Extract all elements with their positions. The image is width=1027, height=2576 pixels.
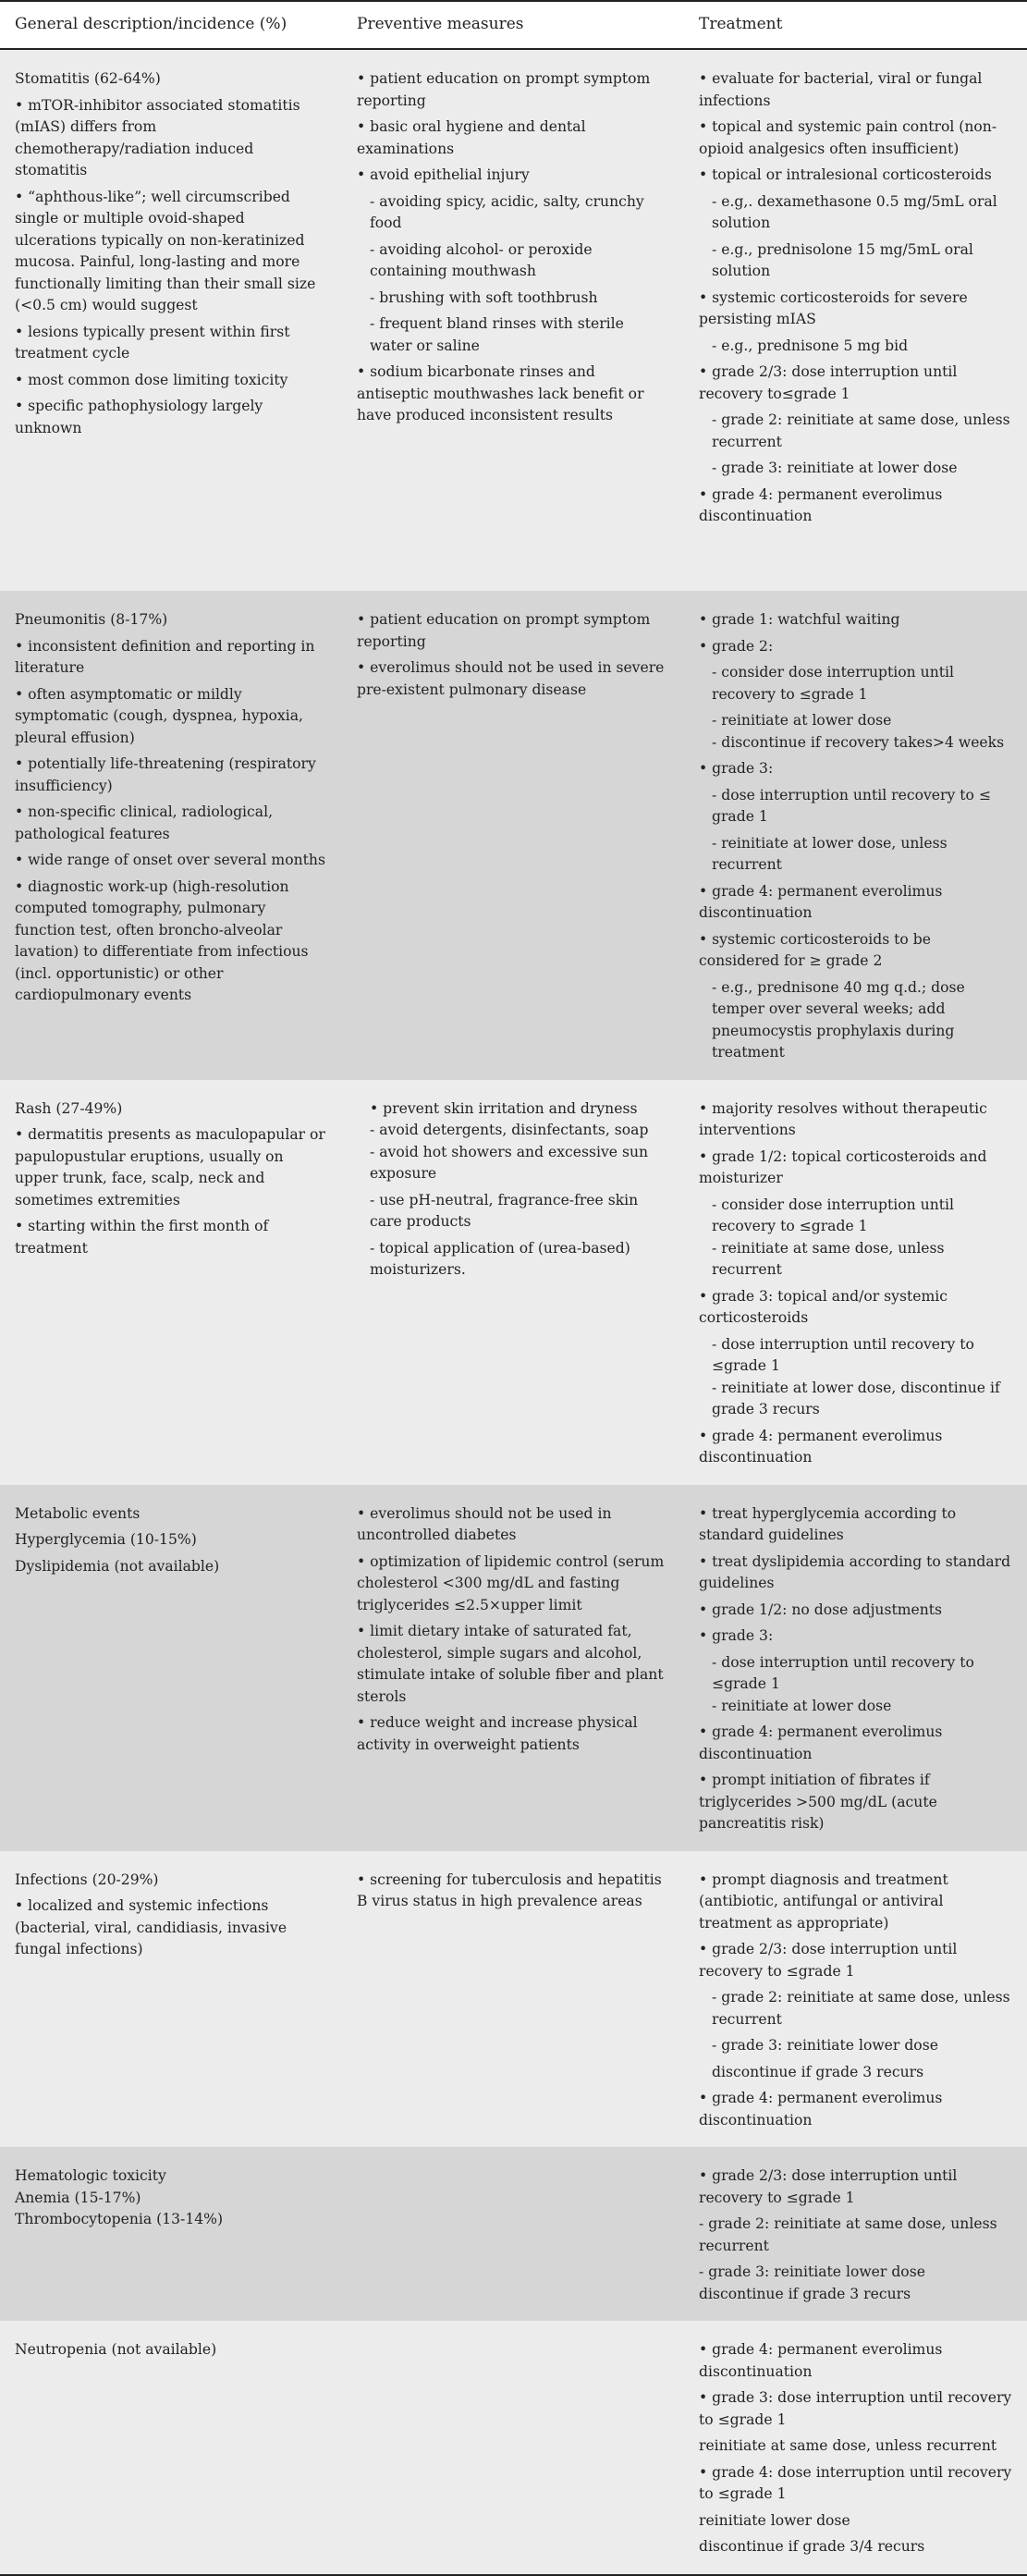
cell-line: - grade 3: reinitiate at lower dose — [712, 460, 958, 476]
pneumonitis-treatment-cell — [684, 591, 1027, 1080]
metabolic-title: Metabolic events — [15, 1504, 141, 1522]
cell-line: • limit dietary intake of saturated fat, cholesterol, simple sugars and alcohol, stimulate intake of soluble fiber and plant sterols — [357, 1623, 664, 1705]
cell-line: - reinitiate at lower dose, discontinue if grade 3 recurs — [712, 1379, 1000, 1417]
cell-line: - reinitiate at lower dose — [712, 712, 892, 729]
cell-line: • treat dyslipidemia according to standard guidelines — [699, 1552, 1011, 1591]
cell-line: • grade 2/3: dose interruption until recovery to ≤grade 1 — [699, 2167, 958, 2206]
cell-line: reinitiate lower dose — [699, 2511, 850, 2529]
cell-line: - reinitiate at same dose, unless recurrent — [712, 1239, 945, 1278]
cell-line: • patient education on prompt symptom reporting — [357, 70, 651, 109]
header-description: General description/incidence (%) — [0, 1, 342, 49]
cell-line: • systemic corticosteroids to be considered for ≥ grade 2 — [699, 930, 931, 969]
cell-line: - consider dose interruption until recovery to ≤grade 1 — [712, 664, 954, 703]
cell-line: - avoiding spicy, acidic, salty, crunchy food — [370, 192, 644, 231]
cell-line: Thrombocytopenia (13-14%) — [15, 2211, 224, 2227]
cell-line: - avoiding alcohol- or peroxide containing mouthwash — [370, 240, 593, 279]
cell-line: discontinue if grade 3/4 recurs — [699, 2538, 925, 2555]
cell-line: • grade 3: — [699, 760, 774, 777]
cell-line: • evaluate for bacterial, viral or fungal infections — [699, 70, 983, 109]
cell-line: • screening for tuberculosis and hepatitis B virus status in high prevalence areas — [357, 1871, 662, 1909]
rash-description-cell — [0, 1080, 342, 1485]
cell-line: • topical or intralesional corticosteroids — [699, 166, 992, 183]
cell-line: • optimization of lipidemic control (serum cholesterol <300 mg/dL and fasting triglycerides ≤2.5×upper limit — [357, 1552, 665, 1613]
cell-line: Anemia (15-17%) — [15, 2189, 141, 2206]
pneumonitis-title: Pneumonitis (8-17%) — [15, 611, 168, 628]
cell-line: - use pH-neutral, fragrance-free skin care products — [370, 1191, 639, 1230]
table-body — [0, 49, 1027, 2575]
table-row-stomatitis — [0, 49, 1027, 591]
cell-line: • grade 4: permanent everolimus discontinuation — [699, 882, 943, 921]
cell-line: • patient education on prompt symptom reporting — [357, 611, 651, 650]
cell-line: • localized and systemic infections (bacterial, viral, candidiasis, invasive fungal infections) — [15, 1897, 287, 1957]
cell-line: • specific pathophysiology largely unknown — [15, 398, 263, 436]
neutropenia-prevention-cell — [342, 2321, 684, 2575]
cell-line: • grade 1: watchful waiting — [699, 611, 900, 628]
cell-line: • grade 4: permanent everolimus discontinuation — [699, 485, 943, 524]
cell-line: - e.g., prednisolone 15 mg/5mL oral solution — [712, 240, 973, 279]
pneumonitis-prevention-cell — [342, 591, 684, 1080]
header-prevention: Preventive measures — [342, 1, 684, 49]
cell-line: • non-specific clinical, radiological, pathological features — [15, 803, 274, 842]
infections-description-cell — [0, 1851, 342, 2148]
cell-line: • mTOR-inhibitor associated stomatitis (mIAS) differs from chemotherapy/radiation induced stomatitis — [15, 96, 300, 178]
cell-line: - grade 3: reinitiate lower dose — [699, 2263, 925, 2280]
cell-line: - discontinue if recovery takes>4 weeks — [712, 733, 1005, 751]
cell-line: Dyslipidemia (not available) — [15, 1557, 220, 1575]
cell-line: • grade 4: permanent everolimus discontinuation — [699, 1427, 943, 1466]
cell-line: - dose interruption until recovery to ≤ grade 1 — [712, 786, 991, 825]
rash-prevention-cell — [342, 1080, 684, 1485]
cell-line: discontinue if grade 3 recurs — [699, 2285, 911, 2302]
cell-line: - e.g,. dexamethasone 0.5 mg/5mL oral solution — [712, 192, 997, 231]
table-row-infections — [0, 1851, 1027, 2148]
metabolic-prevention-cell — [342, 1485, 684, 1851]
cell-line: • topical and systemic pain control (non-opioid analgesics often insufficient) — [699, 118, 997, 157]
cell-line: - grade 2: reinitiate at same dose, unless recurrent — [712, 1989, 1010, 2028]
cell-line: • grade 4: permanent everolimus discontinuation — [699, 2090, 943, 2128]
cell-line: • “aphthous-like”; well circumscribed single or multiple ovoid-shaped ulcerations typically on non-keratinized mucosa. Painful, long-lasting and more functionally limiting than their small size (<0.5 cm) would suggest — [15, 188, 316, 313]
cell-line: - frequent bland rinses with sterile water or saline — [370, 315, 624, 354]
cell-line: - avoid detergents, disinfectants, soap — [370, 1122, 649, 1138]
cell-line: • treat hyperglycemia according to standard guidelines — [699, 1504, 957, 1543]
cell-line: - dose interruption until recovery to ≤grade 1 — [712, 1335, 974, 1374]
cell-line: • basic oral hygiene and dental examinations — [357, 118, 586, 157]
stomatitis-title: Stomatitis (62-64%) — [15, 70, 161, 87]
table-row-metabolic — [0, 1485, 1027, 1851]
stomatitis-description-cell — [0, 49, 342, 591]
cell-line: reinitiate at same dose, unless recurrent — [699, 2437, 997, 2454]
cell-line: - avoid hot showers and excessive sun exposure — [370, 1143, 649, 1182]
pneumonitis-description-cell — [0, 591, 342, 1080]
cell-line: • grade 4: permanent everolimus discontinuation — [699, 1723, 943, 1762]
hematologic-title: Hematologic toxicity — [15, 2167, 166, 2184]
infections-treatment-cell — [684, 1851, 1027, 2148]
cell-line: • grade 3: dose interruption until recovery to ≤grade 1 — [699, 2389, 1012, 2428]
neutropenia-title: Neutropenia (not available) — [15, 2341, 217, 2358]
metabolic-treatment-cell — [684, 1485, 1027, 1851]
cell-line: • grade 3: topical and/or systemic corticosteroids — [699, 1287, 948, 1326]
cell-line: • sodium bicarbonate rinses and antiseptic mouthwashes lack benefit or have produced inconsistent results — [357, 363, 644, 423]
cell-line: • lesions typically present within first treatment cycle — [15, 323, 290, 362]
hematologic-treatment-cell — [684, 2147, 1027, 2321]
cell-line: • grade 2: — [699, 637, 774, 655]
cell-line: • grade 1/2: topical corticosteroids and moisturizer — [699, 1147, 987, 1186]
cell-line: • prompt initiation of fibrates if triglycerides >500 mg/dL (acute pancreatitis risk) — [699, 1772, 937, 1832]
cell-line: - reinitiate at lower dose, unless recurrent — [712, 834, 948, 873]
infections-title: Infections (20-29%) — [15, 1871, 159, 1888]
cell-line: • most common dose limiting toxicity — [15, 371, 288, 388]
cell-line: • diagnostic work-up (high-resolution computed tomography, pulmonary function test, often broncho-alveolar lavation) to differentiate from infectious (incl. opportunistic) or other cardiopulmonary events — [15, 877, 309, 1003]
rash-title: Rash (27-49%) — [15, 1099, 123, 1117]
cell-line: - grade 2: reinitiate at same dose, unless recurrent — [699, 2215, 997, 2254]
cell-line: - reinitiate at lower dose — [712, 1697, 892, 1714]
cell-line: - brushing with soft toothbrush — [370, 288, 598, 306]
cell-line: - e.g., prednisone 5 mg bid — [712, 337, 909, 354]
cell-line: • prompt diagnosis and treatment (antibiotic, antifungal or antiviral treatment as appropriate) — [699, 1871, 948, 1932]
cell-line: • grade 2/3: dose interruption until recovery to ≤grade 1 — [699, 1941, 958, 1980]
table-row-pneumonitis — [0, 591, 1027, 1080]
cell-line: • wide range of onset over several months — [15, 852, 325, 868]
cell-line: - consider dose interruption until recovery to ≤grade 1 — [712, 1196, 954, 1234]
cell-line: • everolimus should not be used in severe pre-existent pulmonary disease — [357, 659, 665, 698]
cell-line: • majority resolves without therapeutic interventions — [699, 1099, 987, 1138]
cell-line: • often asymptomatic or mildly symptomatic (cough, dyspnea, hypoxia, pleural effusion) — [15, 685, 303, 746]
cell-line: discontinue if grade 3 recurs — [712, 2063, 924, 2080]
cell-line: - dose interruption until recovery to ≤grade 1 — [712, 1653, 974, 1692]
metabolic-description-cell — [0, 1485, 342, 1851]
table-row-rash — [0, 1080, 1027, 1485]
cell-line: • grade 1/2: no dose adjustments — [699, 1601, 943, 1618]
cell-line: - grade 2: reinitiate at same dose, unless recurrent — [712, 411, 1010, 450]
cell-line: • systemic corticosteroids for severe persisting mIAS — [699, 288, 968, 327]
hematologic-description-cell — [0, 2147, 342, 2321]
cell-line: • grade 3: — [699, 1627, 774, 1644]
cell-line: • reduce weight and increase physical activity in overweight patients — [357, 1714, 638, 1753]
table-header-row — [0, 1, 1027, 49]
stomatitis-prevention-cell — [342, 49, 684, 591]
cell-line: • everolimus should not be used in uncontrolled diabetes — [357, 1504, 612, 1543]
cell-line: • inconsistent definition and reporting in literature — [15, 637, 315, 676]
stomatitis-treatment-cell — [684, 49, 1027, 591]
infections-prevention-cell — [342, 1851, 684, 2148]
cell-line: • starting within the first month of treatment — [15, 1218, 269, 1257]
cell-line: - e.g., prednisone 40 mg q.d.; dose temper over several weeks; add pneumocystis prophylaxis during treatment — [712, 978, 965, 1061]
rash-treatment-cell — [684, 1080, 1027, 1485]
cell-line: • grade 4: dose interruption until recovery to ≤grade 1 — [699, 2463, 1012, 2502]
cell-line: • grade 4: permanent everolimus discontinuation — [699, 2341, 943, 2380]
cell-line: • avoid epithelial injury — [357, 166, 530, 183]
cell-line: • grade 2/3: dose interruption until recovery to≤grade 1 — [699, 363, 958, 402]
table-row-hematologic — [0, 2147, 1027, 2321]
cell-line: • dermatitis presents as maculopapular or papulopustular eruptions, usually on upper trunk, face, scalp, neck and sometimes extremities — [15, 1126, 325, 1208]
header-treatment: Treatment — [684, 1, 1027, 49]
cell-line: • prevent skin irritation and dryness — [370, 1099, 638, 1117]
neutropenia-treatment-cell — [684, 2321, 1027, 2575]
table-row-neutropenia — [0, 2321, 1027, 2575]
cell-line: - grade 3: reinitiate lower dose — [712, 2037, 938, 2054]
cell-line: • potentially life-threatening (respiratory insufficiency) — [15, 755, 316, 794]
hematologic-prevention-cell — [342, 2147, 684, 2321]
cell-line: Hyperglycemia (10-15%) — [15, 1531, 197, 1548]
neutropenia-description-cell — [0, 2321, 342, 2575]
cell-line: - topical application of (urea-based) moisturizers. — [370, 1239, 630, 1278]
